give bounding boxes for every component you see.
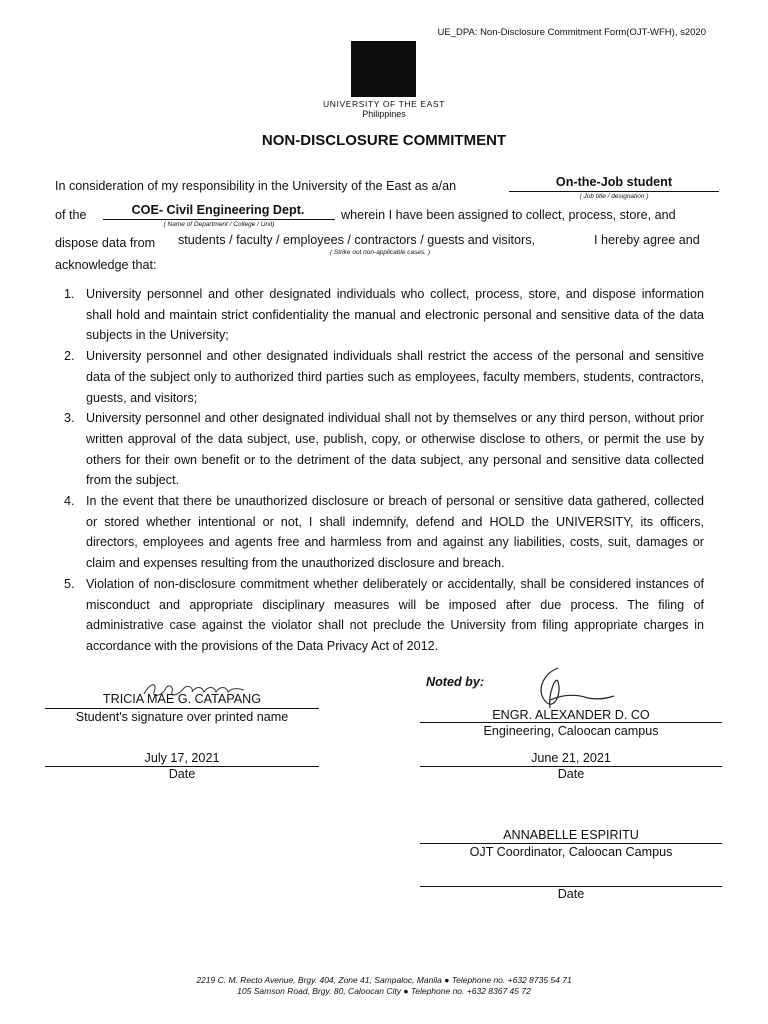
data-subjects-value: students / faculty / employees / contractors / guests and visitors,	[178, 233, 535, 247]
intro-line-3-end: I hereby agree and	[594, 233, 700, 247]
document-title: NON-DISCLOSURE COMMITMENT	[261, 132, 507, 149]
footer-address-manila: 2219 C. M. Recto Avenue, Brgy. 404, Zone 41, Sampaloc, Manila ● Telephone no. +632 8735 54 71	[196, 975, 572, 985]
job-title-caption: ( Job title / designation )	[579, 193, 649, 200]
clause-item: 5. Violation of non-disclosure commitment whether deliberately or accidentally, shall be considered instances of misconduct and appropriate disciplinary measures will be imposed after due process. The filing of administrative case against the violator shall not preclude the University from filing appropriate charges in accordance with the provisions of the Data Privacy Act of 2012.	[64, 576, 704, 653]
job-title-value: On-the-Job student	[555, 175, 673, 189]
clause-item: 1. University personnel and other designated individuals who collect, process, store, and dispose information shall hold and maintain strict confidentiality the manual and electronic personal and sensitive data of the data subjects in the University;	[64, 287, 704, 343]
student-date-label: Date	[168, 767, 196, 781]
noter-date-label: Date	[557, 767, 585, 781]
intro-line-4: acknowledge that:	[55, 258, 157, 272]
clause-item: 3. University personnel and other designated individual shall not by themselves or any third person, without prior written approval of the data subject, use, publish, copy, or otherwise disclose to others, or permit the use by others for their own benefit or to the detriment of the data subject, any personal and sensitive data collected from the subject.	[64, 411, 704, 488]
student-signature-line	[45, 708, 319, 709]
university-country: Philippines	[362, 109, 406, 119]
department-caption: ( Name of Department / College / Unit)	[163, 221, 275, 228]
department-value: COE- Civil Engineering Dept.	[131, 203, 305, 217]
intro-line-3-start: dispose data from	[55, 236, 156, 250]
noter-date: June 21, 2021	[531, 751, 611, 765]
noted-by-label: Noted by:	[426, 675, 485, 689]
university-logo	[351, 41, 416, 97]
coordinator-date-label: Date	[557, 887, 585, 901]
footer-address-caloocan: 105 Samson Road, Brgy. 80, Caloocan City ● Telephone no. +632 8367 45 72	[237, 986, 531, 996]
clause-item: 2. University personnel and other designated individuals shall restrict the access of the personal and sensitive data of the subject only to authorized third parties such as employees, faculty members, students, contractors, guests, and visitors;	[64, 349, 704, 405]
commitment-clauses	[58, 284, 704, 657]
department-underline	[103, 219, 335, 220]
university-name: UNIVERSITY OF THE EAST	[323, 99, 445, 109]
coordinator-name: ANNABELLE ESPIRITU	[503, 828, 639, 842]
noter-position: Engineering, Caloocan campus	[483, 724, 659, 738]
coordinator-signature-line	[420, 843, 722, 844]
noter-signature	[528, 664, 618, 714]
clause-item: 4. In the event that there be unauthorized disclosure or breach of personal or sensitive data gathered, collected or stored whether intentional or not, I shall indemnify, defend and HOLD the UNIVERSITY, its officers, directors, employees and agents free and harmless from and against any liabilities, costs, suit, damages or claim and expenses resulting from the unauthorized disclosure and breach.	[64, 494, 704, 571]
intro-line-1: In consideration of my responsibility in the University of the East as a/an	[55, 179, 457, 193]
coordinator-position: OJT Coordinator, Caloocan Campus	[469, 845, 673, 859]
of-the-label: of the	[55, 208, 87, 222]
student-signature-caption: Student's signature over printed name	[75, 710, 289, 724]
student-name: TRICIA MAE G. CATAPANG	[102, 692, 262, 706]
student-date: July 17, 2021	[144, 751, 220, 765]
noter-signature-line	[420, 722, 722, 723]
subjects-caption: ( Strike out non-applicable cases. )	[329, 249, 431, 256]
job-title-underline	[509, 191, 719, 192]
noter-name: ENGR. ALEXANDER D. CO	[492, 708, 650, 722]
form-code: UE_DPA: Non-Disclosure Commitment Form(OJT-WFH), s2020	[437, 27, 706, 38]
intro-line-2: wherein I have been assigned to collect, process, store, and	[341, 208, 676, 222]
